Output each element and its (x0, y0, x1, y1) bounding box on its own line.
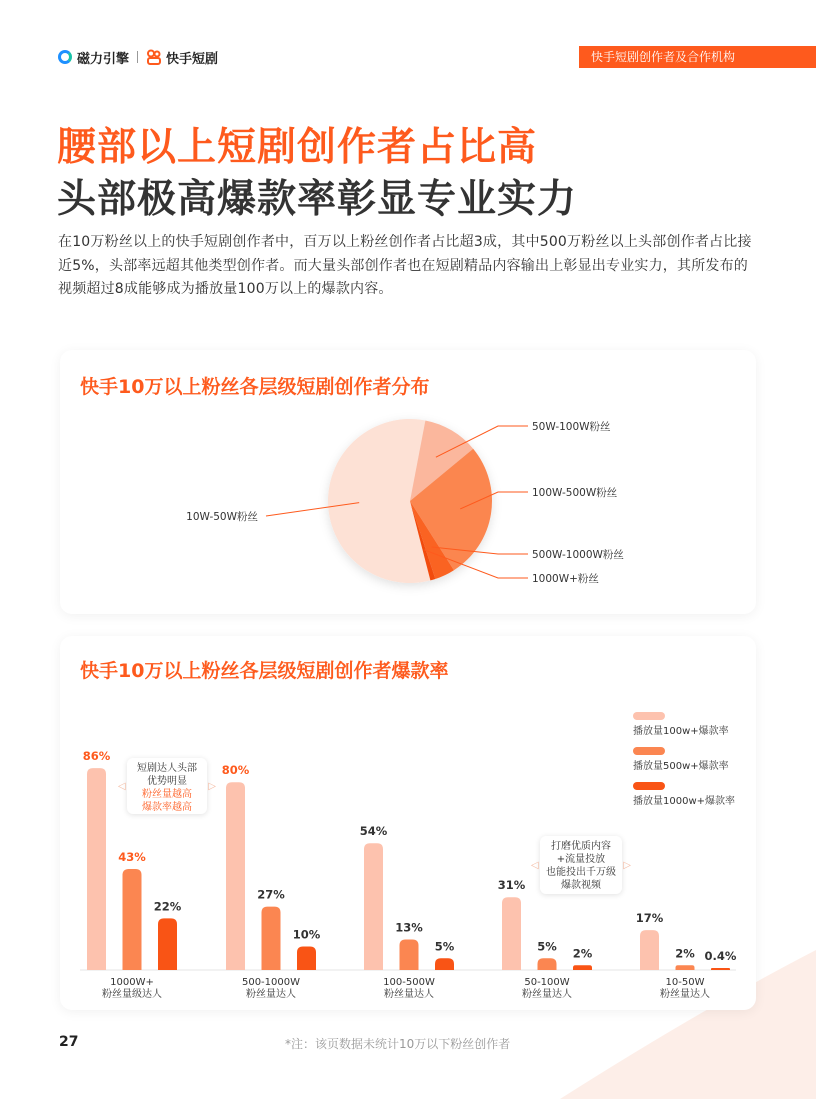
page-title-line2: 头部极高爆款率彰显专业实力 (57, 177, 578, 222)
pie-slice-label: 50W-100W粉丝 (532, 421, 611, 433)
bar-chart (60, 636, 756, 1010)
pie-chart (60, 350, 756, 614)
bar-value-label: 13% (395, 920, 423, 935)
legend-label: 播放量500w+爆款率 (633, 761, 729, 772)
callout-right-arrow-icon: ▷ (623, 860, 631, 871)
callout-2-line: +流量投放 (556, 854, 606, 865)
pie-chart-card (60, 350, 756, 614)
brand-separator (137, 51, 138, 63)
legend-swatch (633, 747, 665, 755)
bar-value-label: 17% (635, 911, 664, 926)
category-label: 10-50W (665, 977, 705, 988)
bar-value-label: 5% (537, 939, 557, 954)
bar (400, 939, 419, 970)
annotation-callout-1 (118, 758, 216, 814)
annotation-callout-2 (531, 836, 631, 894)
bar (123, 869, 142, 970)
category-label: 1000W+ (110, 977, 154, 988)
brand-bar (58, 46, 218, 68)
callout-2-line: 打磨优质内容 (551, 841, 611, 852)
legend-label: 播放量100w+爆款率 (633, 726, 729, 737)
bar (502, 897, 521, 970)
callout-1-line: 短剧达人头部 (137, 763, 197, 774)
c-logo-icon (58, 50, 72, 64)
bar (676, 965, 695, 970)
bar (158, 918, 177, 970)
bar (435, 958, 454, 970)
legend-swatch (633, 782, 665, 790)
bar-value-label: 22% (153, 899, 182, 914)
bar (87, 768, 106, 970)
legend-swatch (633, 712, 665, 720)
pie-slice-label: 10W-50W粉丝 (186, 511, 258, 523)
bar-value-label: 5% (434, 939, 455, 954)
bar-value-label: 2% (572, 946, 593, 961)
footnote: *注：该页数据未统计10万以下粉丝创作者 (285, 1037, 511, 1051)
brand1-label: 磁力引擎 (77, 51, 130, 67)
bar (538, 958, 557, 970)
kuaishou-logo-icon (146, 49, 162, 65)
callout-left-arrow-icon: ◁ (118, 781, 126, 792)
pie-slice-label: 1000W+粉丝 (532, 573, 599, 585)
bar-value-label: 31% (497, 878, 526, 893)
bar-chart-title: 快手10万以上粉丝各层级短剧创作者爆款率 (80, 660, 449, 682)
bar (297, 947, 316, 970)
page-title-line1: 腰部以上短剧创作者占比高 (57, 125, 538, 170)
callout-2-line: 也能投出千万级 (546, 867, 616, 878)
bar (711, 968, 730, 970)
category-label: 粉丝量达人 (246, 989, 296, 1000)
category-label: 粉丝量达人 (660, 989, 710, 1000)
bar (226, 782, 245, 970)
category-label: 100-500W (383, 977, 435, 988)
pie-slice-label: 500W-1000W粉丝 (532, 549, 624, 561)
callout-2-line: 爆款视频 (561, 880, 601, 891)
bar-value-label: 43% (118, 850, 146, 865)
callout-1-highlight: 爆款率越高 (142, 802, 192, 813)
bar (262, 907, 281, 970)
bar-value-label: 27% (257, 887, 285, 902)
bar (573, 965, 592, 970)
pie-slice-label: 100W-500W粉丝 (532, 487, 618, 499)
pie-chart-title: 快手10万以上粉丝各层级短剧创作者分布 (80, 376, 430, 398)
bar-value-label: 10% (292, 927, 321, 942)
intro-paragraph: 在10万粉丝以上的快手短剧创作者中，百万以上粉丝创作者占比超3成，其中500万粉丝以上头部创作者占比接近5%，头部率远超其他类型创作者。而大量头部创作者也在短剧精品内容输出上彰显出专业实力，其所发布的视频超过8成能够成为播放量100万以上的爆款内容。 (58, 234, 752, 297)
bar (640, 930, 659, 970)
category-label: 粉丝量级达人 (102, 989, 162, 1000)
category-label: 粉丝量达人 (522, 989, 572, 1000)
brand2-label: 快手短剧 (166, 51, 219, 67)
page-number: 27 (59, 1034, 79, 1050)
bar-value-label: 54% (359, 824, 388, 839)
callout-1-line: 优势明显 (147, 776, 187, 787)
bar (364, 843, 383, 970)
category-label: 500-1000W (241, 977, 301, 988)
callout-left-arrow-icon: ◁ (531, 860, 539, 871)
legend-label: 播放量1000w+爆款率 (633, 796, 736, 807)
bar-value-label: 2% (675, 946, 695, 961)
bar-value-label: 0.4% (704, 949, 737, 963)
callout-right-arrow-icon: ▷ (208, 781, 216, 792)
bar-value-label: 80% (221, 763, 250, 778)
bar-value-label: 86% (82, 749, 111, 764)
category-label: 50-100W (524, 977, 570, 988)
callout-1-highlight: 粉丝量越高 (142, 789, 192, 800)
header-tag: 快手短剧创作者及合作机构 (579, 46, 816, 68)
bar-chart-card (60, 636, 756, 1010)
category-label: 粉丝量达人 (384, 989, 434, 1000)
